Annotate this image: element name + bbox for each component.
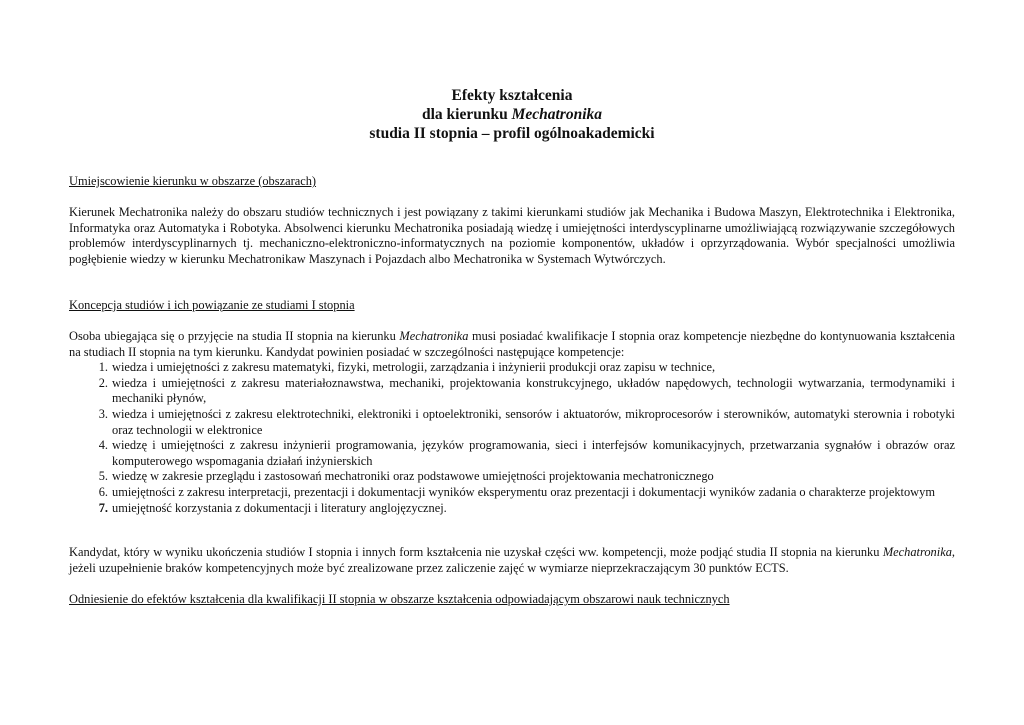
section-heading: Odniesienie do efektów kształcenia dla kwalifikacji II stopnia w obszarze kształcenia odpowiadającym obszarowi nauk technicznych: [69, 592, 730, 606]
list-item-number: 6.: [98, 484, 108, 499]
list-item-number: 4.: [98, 438, 108, 453]
concept-intro-paragraph: [69, 329, 955, 360]
section-concept-body: [69, 329, 955, 516]
list-item-number: 2.: [98, 375, 108, 390]
competence-list: [69, 360, 955, 516]
section-concept-heading: [69, 298, 955, 314]
list-item-text: wiedzę i umiejętności z zakresu inżynierii programowania, języków programowania, sieci i interfejsów komunikacyjnych, przetwarzania sygnałów i obrazów oraz komputerowego wspomagania działań inżynierskich: [112, 438, 955, 468]
intro-text-italic: Mechatronika: [399, 329, 469, 343]
title-line-2: [0, 105, 1024, 124]
section-heading: Umiejscowienie kierunku w obszarze (obszarach): [69, 174, 317, 188]
list-item-text: wiedza i umiejętności z zakresu materiałoznawstwa, mechaniki, projektowania konstrukcyjnego, układów napędowych, technologii wytwarzania, termodynamiki i mechaniki płynów,: [112, 375, 955, 406]
list-item-text: umiejętności z zakresu interpretacji, prezentacji i dokumentacji wyników eksperymentu oraz prezentacji i dokumentacji wyników zadania o charakterze projektowym: [112, 484, 935, 499]
list-item: [98, 406, 955, 438]
closing-text-italic: Mechatronika: [882, 545, 952, 559]
list-item-number: 3.: [98, 406, 108, 421]
list-item-number: 1.: [98, 360, 108, 375]
list-item-text: wiedzę w zakresie przeglądu i zastosowań mechatroniki oraz podstawowe umiejętności projektowania mechatronicznego: [112, 469, 714, 484]
title-line-2-prefix: dla kierunku: [421, 106, 512, 123]
list-item: [98, 469, 955, 485]
list-item-text: umiejętność korzystania z dokumentacji i literatury anglojęzycznej.: [112, 500, 447, 515]
list-item-text: wiedza i umiejętności z zakresu matematyki, fizyki, metrologii, zarządzania i inżynierii produkcji oraz zapisu w technice,: [112, 360, 716, 375]
section-location-heading: [69, 174, 955, 190]
list-item-text: wiedza i umiejętności z zakresu elektrotechniki, elektroniki i optoelektroniki, sensorów i aktuatorów, mikroprocesorów i sterowników, automatyki sterownia i robotyki oraz technologii w elektronice: [112, 406, 955, 437]
list-item-number: 7.: [98, 500, 108, 515]
list-item: [98, 500, 955, 517]
concept-closing-paragraph: [69, 545, 955, 576]
title-line-3: studia II stopnia – profil ogólnoakademicki: [369, 125, 655, 142]
section-location-paragraph: Kierunek Mechatronika należy do obszaru studiów technicznych i jest powiązany z takimi kierunkami studiów jak Mechanika i Budowa Maszyn, Elektrotechnika i Elektronika, Informatyka oraz Automatyka i Robotyka. Absolwenci kierunku Mechatronika posiadają wiedzę i umiejętności interdyscyplinarne umożliwiającą rozwiązywanie szczegółowych problemów interdyscyplinarnych tj. mechaniczno-elektroniczno-informatycznych na poziomie komponentów, układów i oprzyrządowania. Wybór specjalności umożliwia pogłębienie wiedzy w kierunku Mechatronikaw Maszynach i Pojazdach albo Mechatronika w Systemach Wytwórczych.: [69, 205, 955, 266]
section-heading: Koncepcja studiów i ich powiązanie ze studiami I stopnia: [69, 298, 355, 312]
list-item: [98, 360, 955, 376]
closing-text-a: Kandydat, który w wyniku ukończenia studiów I stopnia i innych form kształcenia nie uzyskał części ww. kompetencji, może podjąć studia II stopnia na kierunku: [69, 545, 883, 559]
list-item-number: 5.: [98, 469, 108, 484]
intro-text-b: musi posiadać kwalifikacje I stopnia oraz kompetencje niezbędne do kontynuowania kształcenia na studiach II stopnia na tym kierunku. Kandydat powinien posiadać w szczególności następujące kompetencje:: [69, 329, 955, 359]
list-item: [98, 375, 955, 407]
closing-text-b: , jeżeli uzupełnienie braków kompetencyjnych może być zrealizowane przez zaliczenie zajęć w wymiarze nieprzekraczającym 30 punktów ECTS.: [69, 545, 955, 575]
intro-text-a: Osoba ubiegająca się o przyjęcie na studia II stopnia na kierunku: [69, 329, 400, 343]
title-line-2-italic: Mechatronika: [511, 106, 603, 123]
section-outcomes-heading: [69, 592, 955, 608]
document-title: [0, 86, 1024, 143]
list-item: [98, 438, 955, 469]
list-item: [98, 484, 955, 501]
title-line-1: Efekty kształcenia: [451, 87, 573, 104]
